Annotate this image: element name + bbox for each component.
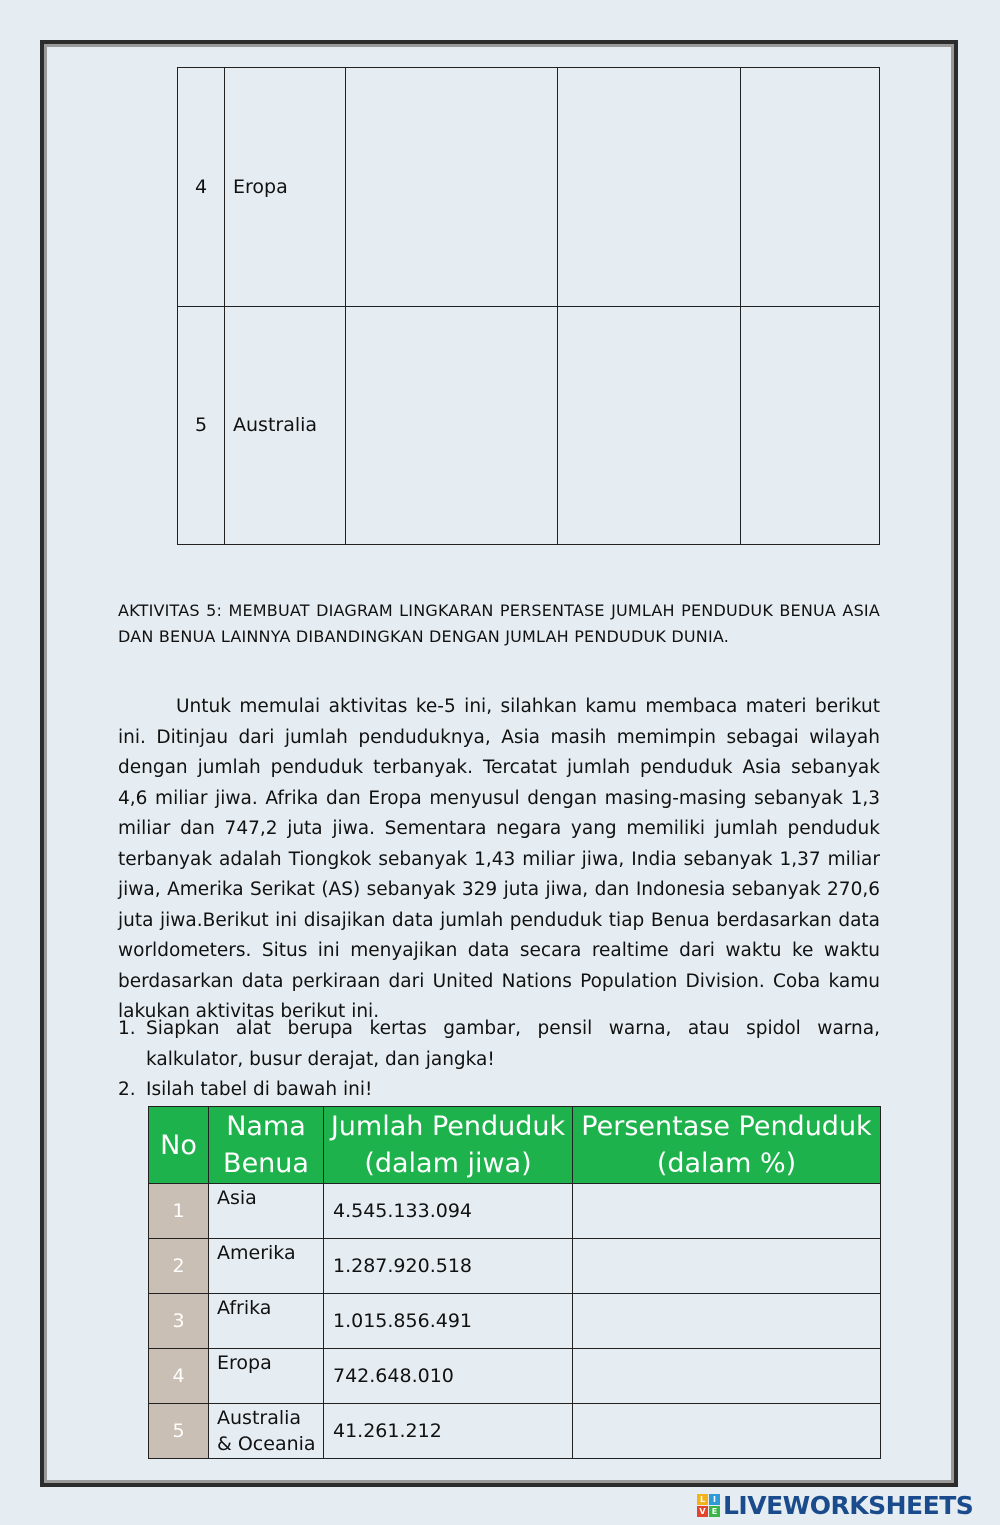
header-line: (dalam %)	[656, 1148, 797, 1179]
step-number: 2.	[118, 1079, 136, 1100]
continent-cell	[209, 1184, 324, 1239]
population-value: 742.648.010	[324, 1349, 573, 1404]
row-number: 1	[149, 1184, 209, 1239]
list-item	[118, 1014, 880, 1075]
logo-letter: I	[709, 1494, 720, 1505]
header-persentase	[573, 1107, 881, 1184]
continent-name: Australia	[217, 1407, 302, 1429]
header-line: Jumlah Penduduk	[330, 1111, 566, 1142]
answer-cell[interactable]	[346, 68, 558, 307]
table-row	[178, 68, 880, 307]
logo-text: LIVEWORKSHEETS	[723, 1490, 974, 1520]
header-jumlah	[324, 1107, 573, 1184]
percentage-input-cell[interactable]	[573, 1349, 881, 1404]
percentage-input-cell[interactable]	[573, 1239, 881, 1294]
continent-cell	[209, 1404, 324, 1459]
row-number: 3	[149, 1294, 209, 1349]
population-value: 41.261.212	[324, 1404, 573, 1459]
header-line: Nama	[226, 1111, 306, 1142]
logo-letter: E	[709, 1506, 720, 1517]
header-line: Benua	[223, 1148, 309, 1179]
table-row	[149, 1404, 881, 1459]
continent-name-line2: & Oceania	[217, 1433, 316, 1455]
percentage-input-cell[interactable]	[573, 1184, 881, 1239]
row-number: 4	[178, 68, 225, 307]
logo-letter: L	[697, 1494, 708, 1505]
row-number: 5	[178, 306, 225, 545]
continent-cell	[209, 1294, 324, 1349]
list-item	[118, 1075, 880, 1106]
continent-name: Australia	[225, 306, 346, 545]
continent-name: Amerika	[217, 1242, 296, 1264]
row-number: 4	[149, 1349, 209, 1404]
answer-cell[interactable]	[741, 68, 880, 307]
continent-name: Asia	[217, 1187, 257, 1209]
header-no: No	[149, 1107, 209, 1184]
population-value: 1.287.920.518	[324, 1239, 573, 1294]
header-nama-benua	[209, 1107, 324, 1184]
activity-heading: AKTIVITAS 5: MEMBUAT DIAGRAM LINGKARAN PERSENTASE JUMLAH PENDUDUK BENUA ASIA DAN BENUA LAINNYA DIBANDINGKAN DENGAN JUMLAH PENDUDUK DUNIA.	[118, 601, 880, 646]
table-row	[178, 306, 880, 545]
step-text: Isilah tabel di bawah ini!	[146, 1079, 373, 1100]
logo-letter: V	[697, 1506, 708, 1517]
answer-cell[interactable]	[346, 306, 558, 545]
answer-cell[interactable]	[558, 306, 741, 545]
population-value: 1.015.856.491	[324, 1294, 573, 1349]
logo-mark-icon	[697, 1494, 720, 1517]
table-row	[149, 1294, 881, 1349]
reading-paragraph: Untuk memulai aktivitas ke-5 ini, silahkan kamu membaca materi berikut ini. Ditinjau dari jumlah penduduknya, Asia masih memimpin sebagai wilayah dengan jumlah penduduk terbanyak. Tercatat jumlah penduduk Asia sebanyak 4,6 miliar jiwa. Afrika dan Eropa menyusul dengan masing-masing sebanyak 1,3 miliar dan 747,2 juta jiwa. Sementara negara yang memiliki jumlah penduduk terbanyak adalah Tiongkok sebanyak 1,43 miliar jiwa, India sebanyak 1,37 miliar jiwa, Amerika Serikat (AS) sebanyak 329 juta jiwa, dan Indonesia sebanyak 270,6 juta jiwa.Berikut ini disajikan data jumlah penduduk tiap Benua berdasarkan data worldometers. Situs ini menyajikan data secara realtime dari waktu ke waktu berdasarkan data perkiraan dari United Nations Population Division. Coba kamu lakukan aktivitas berikut ini.	[118, 696, 880, 1022]
row-number: 2	[149, 1239, 209, 1294]
top-table	[177, 67, 880, 545]
table-header-row	[149, 1107, 881, 1184]
continent-name: Eropa	[225, 68, 346, 307]
table-row	[149, 1184, 881, 1239]
answer-cell[interactable]	[558, 68, 741, 307]
table-row	[149, 1239, 881, 1294]
liveworksheets-logo	[697, 1488, 973, 1522]
answer-cell[interactable]	[741, 306, 880, 545]
table-row	[149, 1349, 881, 1404]
population-value: 4.545.133.094	[324, 1184, 573, 1239]
steps-list	[118, 1014, 880, 1106]
row-number: 5	[149, 1404, 209, 1459]
population-table	[148, 1106, 881, 1459]
continent-name: Eropa	[217, 1352, 272, 1374]
continent-name: Afrika	[217, 1297, 272, 1319]
header-line: (dalam jiwa)	[364, 1148, 532, 1179]
step-number: 1.	[118, 1018, 136, 1039]
header-line: Persentase Penduduk	[581, 1111, 872, 1142]
percentage-input-cell[interactable]	[573, 1294, 881, 1349]
continent-cell	[209, 1239, 324, 1294]
step-text: Siapkan alat berupa kertas gambar, pensil warna, atau spidol warna, kalkulator, busur derajat, dan jangka!	[146, 1018, 880, 1070]
percentage-input-cell[interactable]	[573, 1404, 881, 1459]
continent-cell	[209, 1349, 324, 1404]
